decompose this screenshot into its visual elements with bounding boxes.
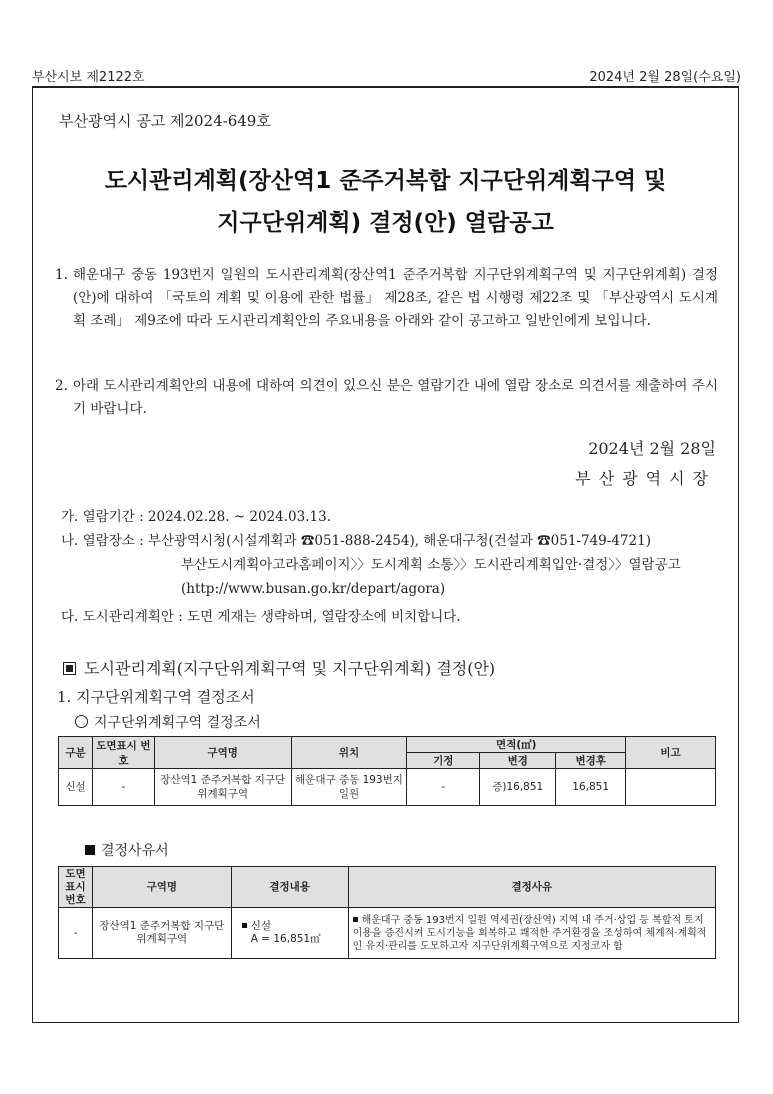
paragraph-number: 1. (55, 267, 68, 283)
gazette-header (32, 66, 741, 86)
place-row (61, 530, 651, 553)
header-remark: 비고 (626, 737, 716, 769)
cell-existing: - (407, 769, 480, 806)
place-url[interactable]: (http://www.busan.go.kr/depart/agora) (181, 581, 446, 597)
place-line2: 부산도시계획아고라홈페이지〉〉도시계획 소통〉〉도시관리계획입안·결정〉〉열람공고 (181, 557, 681, 573)
notice-frame (32, 86, 739, 1023)
header-after: 변경후 (556, 753, 626, 769)
content-line1: 신설 (250, 920, 272, 932)
subsection-title: 1. 지구단위계획구역 결정조서 (57, 688, 255, 706)
gazette-number: 부산시보 제2122호 (32, 70, 145, 85)
zone-decision-table (58, 736, 716, 806)
cell-change: 증)16,851 (480, 769, 556, 806)
cell-location: 해운대구 중동 193번지 일원 (291, 769, 407, 806)
period-value: 2024.02.28. ~ 2024.03.13. (147, 509, 331, 525)
bullet-icon (242, 923, 247, 928)
paragraph-text: 아래 도시관리계획안의 내용에 대하여 의견이 있으신 분은 열람기간 내에 열람 장소로 의견서를 제출하여 주시기 바랍니다. (73, 378, 718, 417)
content-line2: A = 16,851㎡ (250, 933, 321, 945)
header-location: 위치 (291, 737, 407, 769)
header-reason: 결정사유 (348, 867, 715, 908)
page-title-line2: 지구단위계획) 결정(안) 열람공고 (217, 210, 554, 236)
cell-remark (626, 769, 716, 806)
paragraph-2 (55, 375, 718, 421)
header-type: 구분 (59, 737, 93, 769)
header-zone: 구역명 (154, 737, 291, 769)
notice-number: 부산광역시 공고 제2024-649호 (59, 112, 271, 130)
cell-drawing-no: - (59, 908, 93, 959)
gazette-date: 2024년 2월 28일(수요일) (589, 70, 741, 85)
place-line1: 부산광역시청(시설계획과 ☎051-888-2454), 해운대구청(건설과 ☎051-749-4721) (147, 533, 651, 549)
section-title (63, 656, 495, 679)
reason-title-text: 결정사유서 (101, 843, 169, 859)
subsection-item (75, 712, 261, 732)
cell-zone: 장산역1 준주거복합 지구단위계획구역 (154, 769, 291, 806)
table-row (59, 769, 716, 806)
subsection-item-text: 지구단위계획구역 결정조서 (94, 715, 261, 731)
header-area: 면적(㎡) (407, 737, 626, 753)
reason-table (58, 866, 716, 959)
period-label: 가. 열람기간 : (61, 509, 148, 525)
cell-type: 신설 (59, 769, 93, 806)
table-row (59, 908, 716, 959)
place-label: 나. 열람장소 : (61, 533, 148, 549)
cell-reason (348, 908, 715, 959)
black-square-icon (85, 845, 95, 855)
header-drawing-no: 도면 표시 번호 (59, 867, 93, 908)
header-zone: 구역명 (92, 867, 231, 908)
header-change: 변경 (480, 753, 556, 769)
paragraph-text: 해운대구 중동 193번지 일원의 도시관리계획(장산역1 준주거복합 지구단위계획구역 및 지구단위계획) 결정(안)에 대하여 「국토의 계획 및 이용에 관한 법률」 제28조, 같은 법 시행령 제22조 및 「부산광역시 도시계획 조례」 제9조에 따라 도시관리계획안의 주요내용을 아래와 같이 공고하고 일반인에게 보입니다. (73, 267, 718, 329)
cell-after: 16,851 (556, 769, 626, 806)
bullet-icon (353, 917, 358, 922)
reason-text: 해운대구 중동 193번지 일원 역세권(장산역) 지역 내 주거·상업 등 복합적 토지이용을 증진시켜 도시기능을 회복하고 쾌적한 주거환경을 조성하여 체계적·계획적인 유지·관리를 도모하고자 지구단위계획구역으로 지정코자 함 (352, 914, 707, 952)
announce-date: 2024년 2월 28일 (588, 439, 716, 458)
period-row (61, 506, 331, 529)
reason-title (85, 840, 169, 860)
header-content: 결정내용 (231, 867, 348, 908)
cell-drawing-no: - (92, 769, 154, 806)
circle-bullet-icon (75, 715, 88, 728)
section-title-text: 도시관리계획(지구단위계획구역 및 지구단위계획) 결정(안) (84, 659, 496, 678)
cell-content (231, 908, 348, 959)
cell-zone: 장산역1 준주거복합 지구단위계획구역 (92, 908, 231, 959)
boxed-square-icon (63, 662, 76, 675)
header-drawing-no: 도면표시 번호 (92, 737, 154, 769)
plan-note: 다. 도시관리계획안 : 도면 게재는 생략하며, 열람장소에 비치합니다. (61, 609, 461, 625)
page-title-line1: 도시관리계획(장산역1 준주거복합 지구단위계획구역 및 (104, 168, 667, 194)
mayor-sign: 부산광역시장 (575, 469, 716, 488)
header-existing: 기정 (407, 753, 480, 769)
paragraph-number: 2. (55, 378, 68, 394)
paragraph-1 (55, 264, 718, 333)
